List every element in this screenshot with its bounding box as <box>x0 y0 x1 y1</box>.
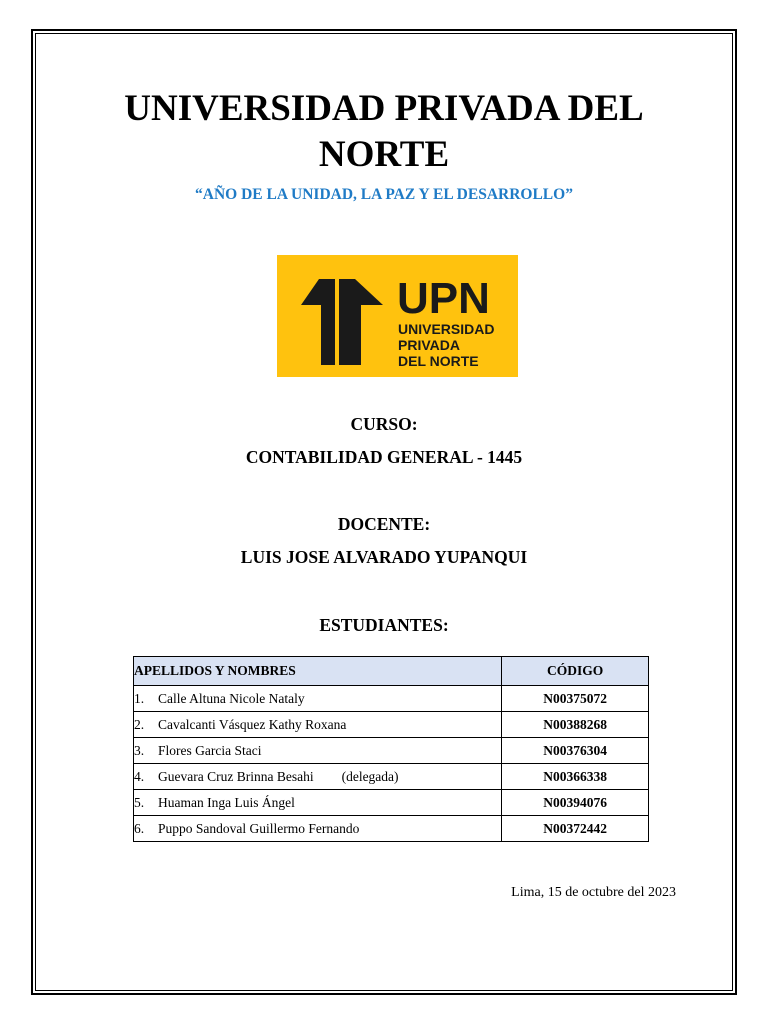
teacher-label: DOCENTE: <box>337 514 431 534</box>
place-and-date: Lima, 15 de octubre del 2023 <box>511 885 676 900</box>
student-code: N00372442 <box>502 816 649 842</box>
student-name-cell <box>134 816 502 842</box>
logo-line1: UNIVERSIDAD <box>398 321 495 337</box>
table-header-row <box>134 657 649 686</box>
teacher-name: LUIS JOSE ALVARADO YUPANQUI <box>240 547 528 567</box>
student-name-cell <box>134 764 502 790</box>
student-name-cell <box>134 686 502 712</box>
logo-acronym: UPN <box>397 274 490 323</box>
student-code: N00394076 <box>502 790 649 816</box>
student-role-note: (delegada) <box>341 768 399 784</box>
student-code: N00388268 <box>502 712 649 738</box>
students-table <box>133 656 649 842</box>
students-label: ESTUDIANTES: <box>319 615 449 635</box>
student-name: Huaman Inga Luis Ángel <box>158 794 295 810</box>
row-number: 3. <box>134 742 145 758</box>
table-row <box>134 764 649 790</box>
logo-arrow-right-icon <box>339 279 383 365</box>
year-motto: “AÑO DE LA UNIDAD, LA PAZ Y EL DESARROLLO” <box>195 186 573 203</box>
student-code: N00375072 <box>502 686 649 712</box>
student-code: N00366338 <box>502 764 649 790</box>
student-name: Flores Garcia Staci <box>158 742 262 758</box>
header-names: APELLIDOS Y NOMBRES <box>134 657 502 686</box>
course-label: CURSO: <box>350 414 418 434</box>
university-title <box>60 86 708 178</box>
student-name-cell <box>134 790 502 816</box>
table-row <box>134 738 649 764</box>
student-name-cell <box>134 712 502 738</box>
logo-arrow-left-icon <box>301 279 335 365</box>
row-number: 6. <box>134 820 145 836</box>
student-name: Calle Altuna Nicole Nataly <box>158 690 305 706</box>
student-name: Puppo Sandoval Guillermo Fernando <box>158 820 360 836</box>
university-title-line1: UNIVERSIDAD PRIVADA DEL <box>124 88 644 129</box>
upn-logo-mark <box>277 255 518 377</box>
student-name: Guevara Cruz Brinna Besahi <box>158 768 314 784</box>
table-row <box>134 816 649 842</box>
row-number: 1. <box>134 690 145 706</box>
upn-logo <box>277 255 518 377</box>
row-number: 4. <box>134 768 145 784</box>
table-row <box>134 686 649 712</box>
logo-line2: PRIVADA <box>398 337 460 353</box>
student-code: N00376304 <box>502 738 649 764</box>
row-number: 2. <box>134 716 145 732</box>
university-title-line2: NORTE <box>318 134 450 175</box>
logo-line3: DEL NORTE <box>398 353 479 369</box>
table-row <box>134 790 649 816</box>
row-number: 5. <box>134 794 145 810</box>
student-name-cell <box>134 738 502 764</box>
table-row <box>134 712 649 738</box>
student-name: Cavalcanti Vásquez Kathy Roxana <box>158 716 347 732</box>
header-code: CÓDIGO <box>502 657 649 686</box>
course-name: CONTABILIDAD GENERAL - 1445 <box>245 447 523 467</box>
